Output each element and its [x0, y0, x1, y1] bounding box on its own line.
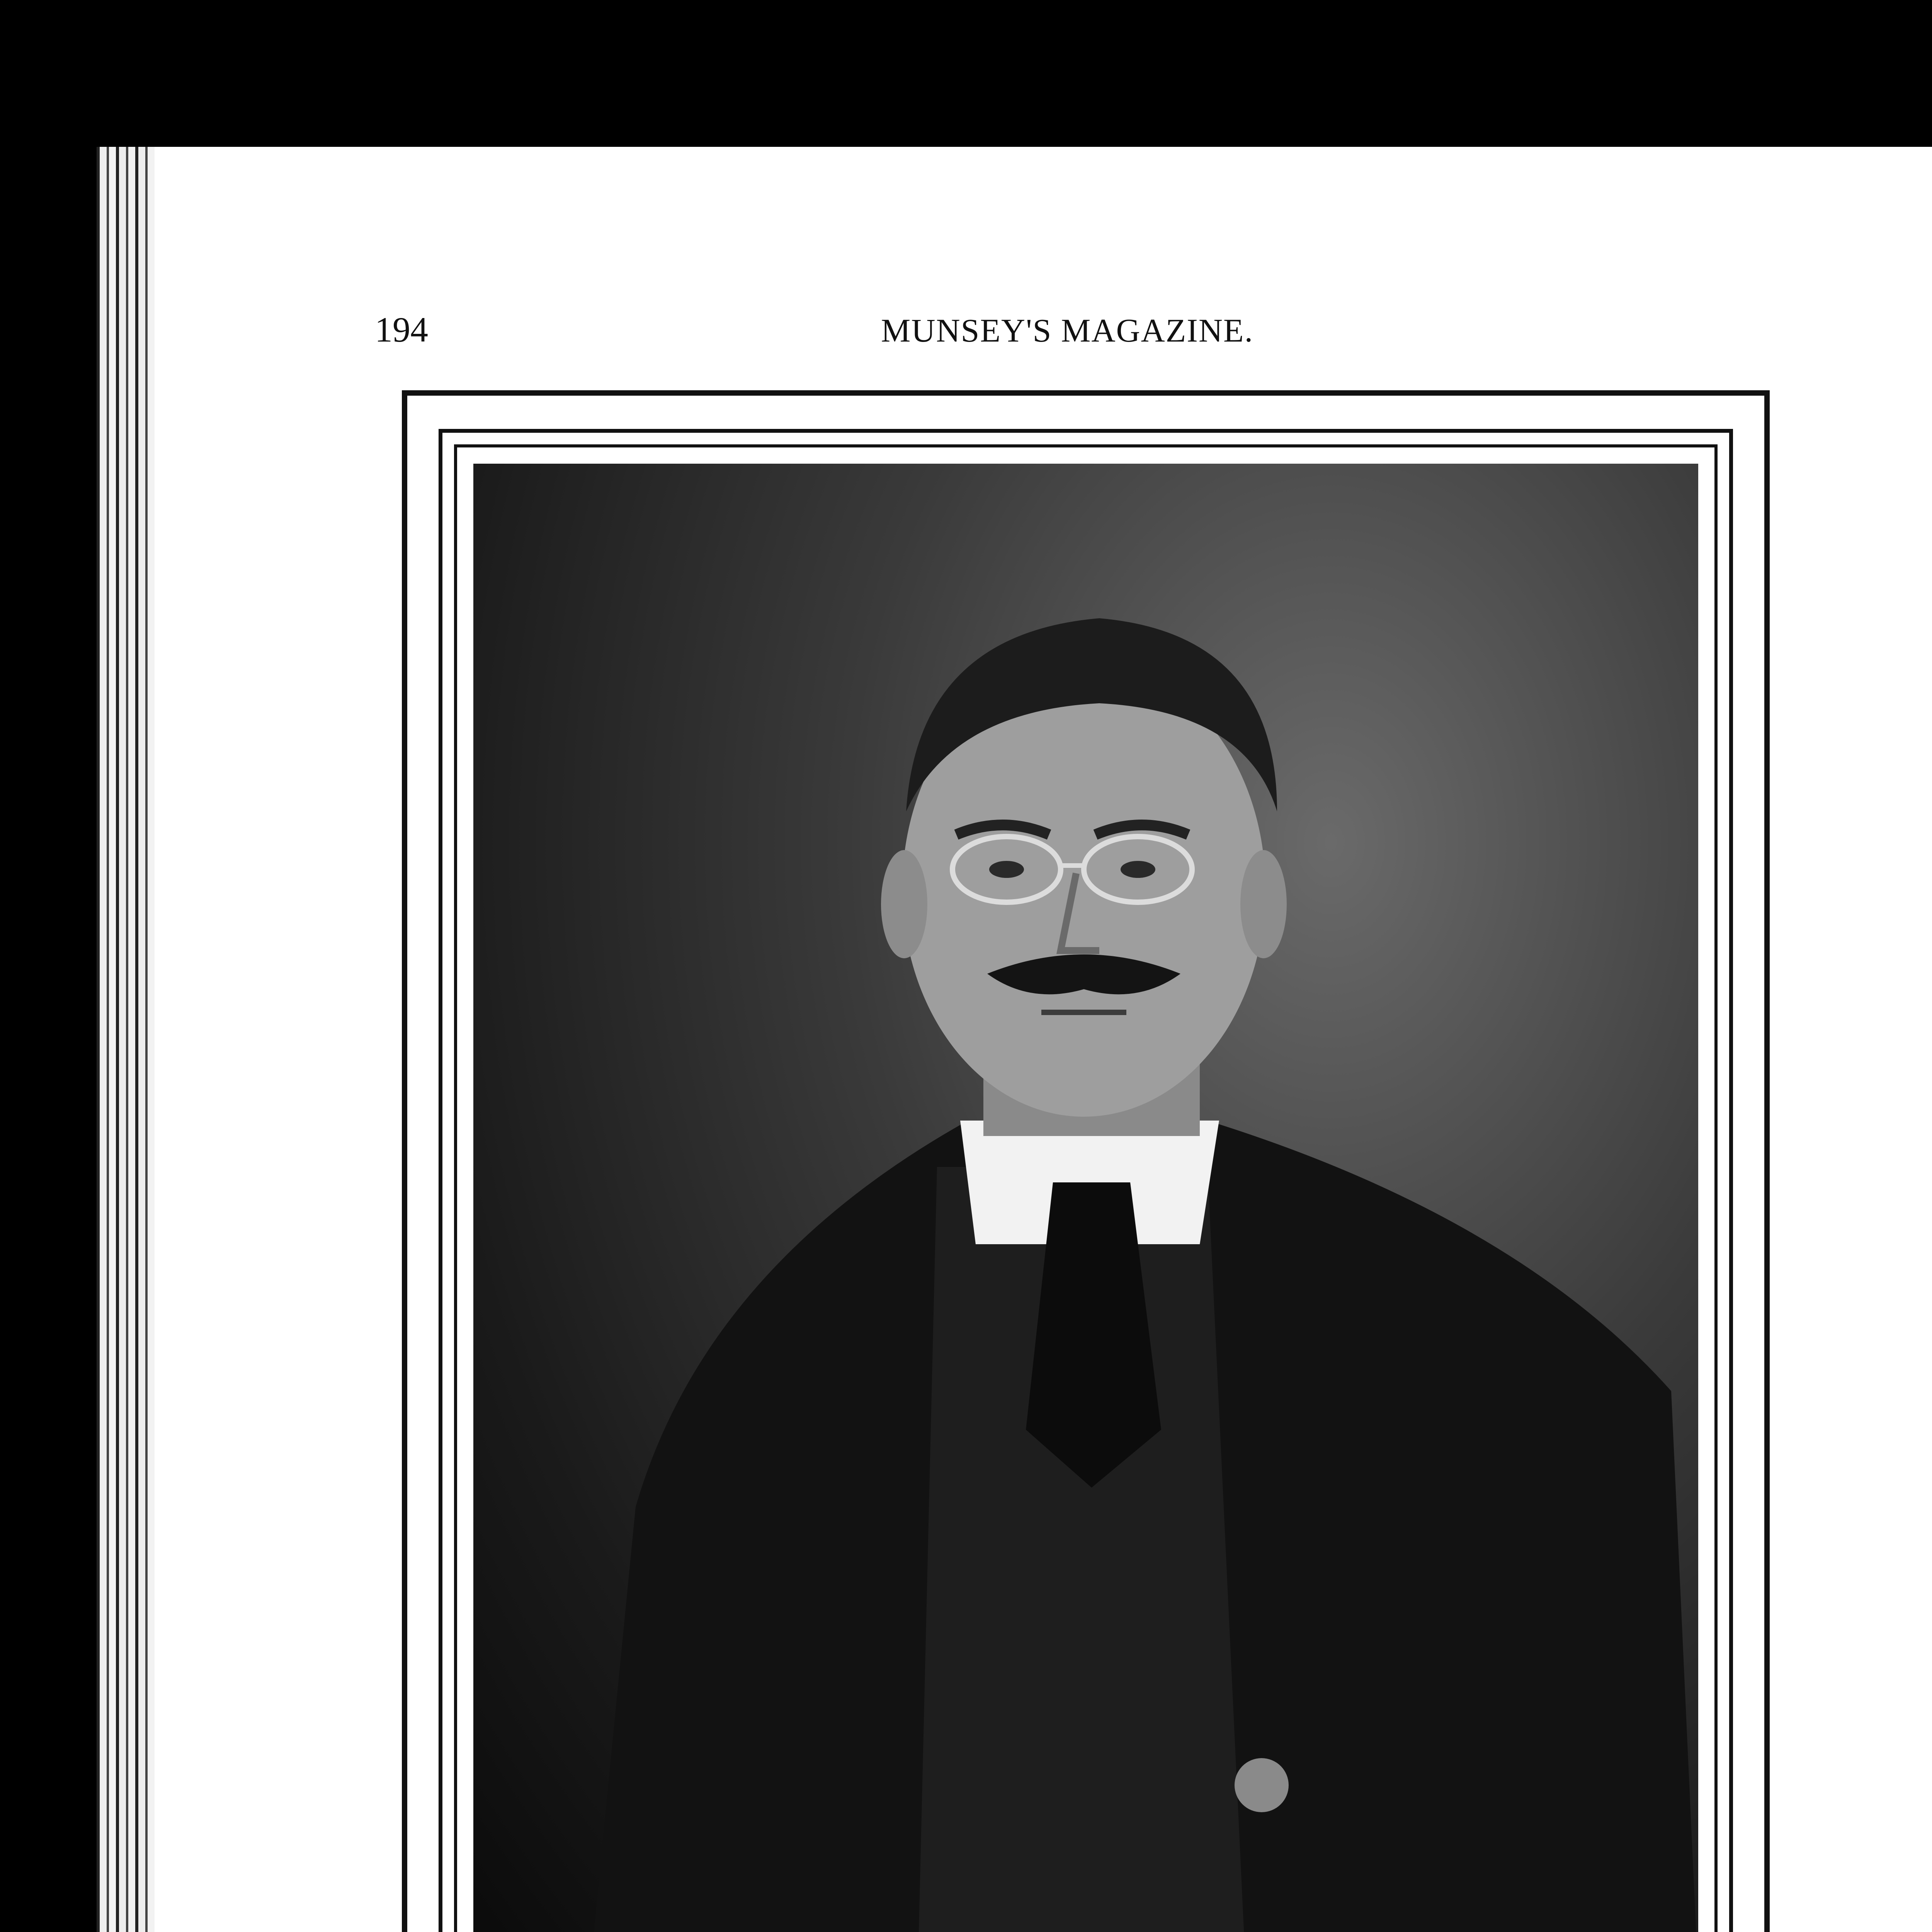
book-gutter	[97, 147, 155, 1932]
portrait-illustration	[473, 464, 1698, 1932]
page-number: 194	[375, 310, 428, 349]
running-head: MUNSEY'S MAGAZINE.	[881, 312, 1254, 349]
portrait-photograph	[473, 464, 1698, 1932]
